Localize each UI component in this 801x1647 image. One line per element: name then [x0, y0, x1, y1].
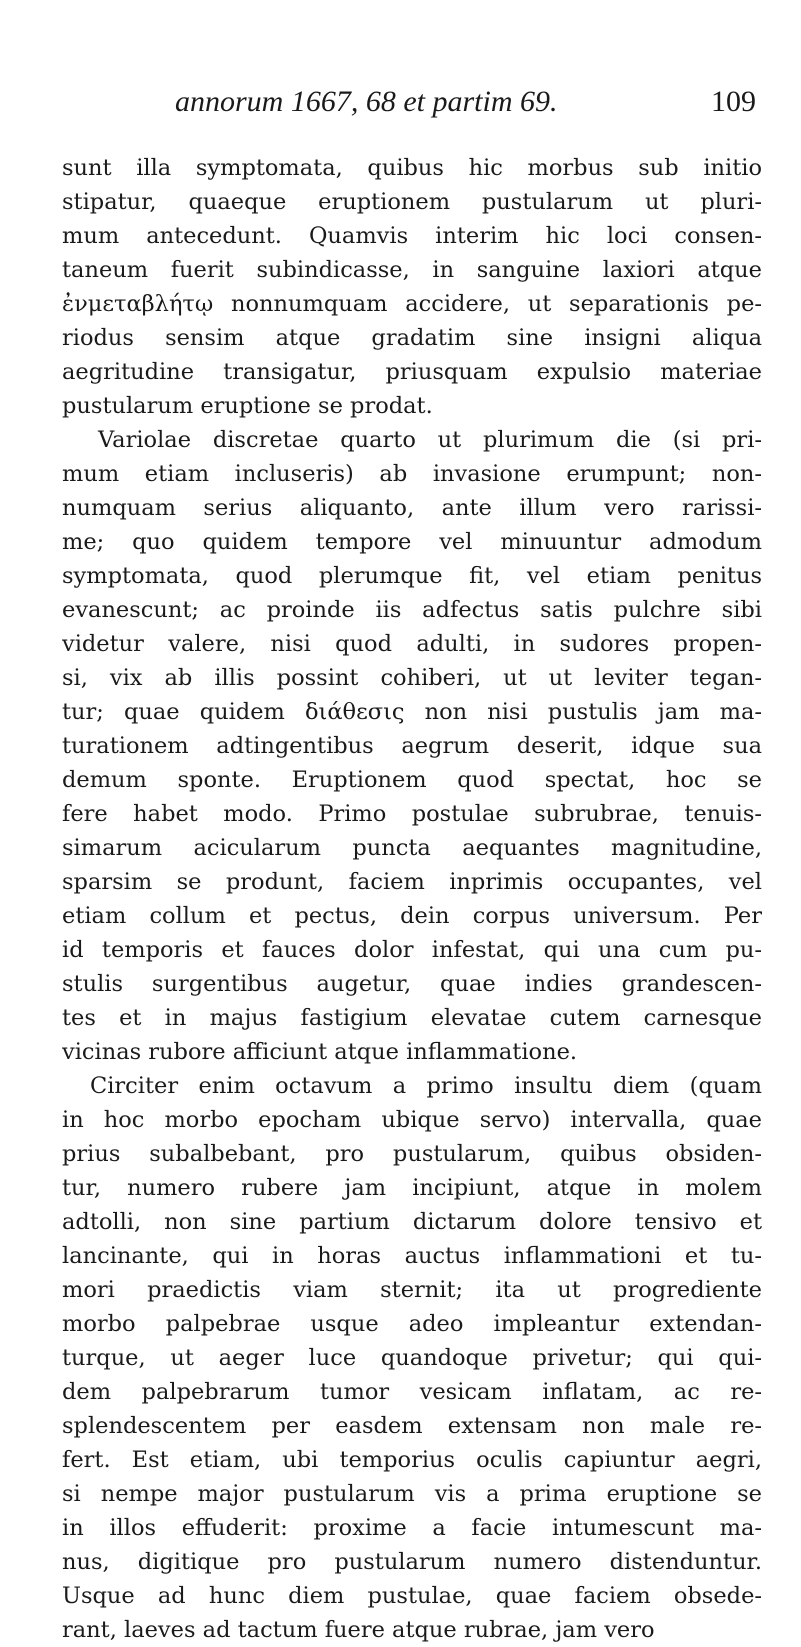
text-line: prius subalbebant, pro pustularum, quibus obsiden-	[62, 1141, 762, 1167]
text-line: simarum acicularum puncta aequantes magnitudine,	[62, 835, 762, 861]
text-line: etiam collum et pectus, dein corpus universum. Per	[62, 903, 762, 929]
text-line: pustularum eruptione se prodat.	[62, 393, 433, 419]
text-line: aegritudine transigatur, priusquam expulsio materiae	[62, 359, 762, 385]
text-line: splendescentem per easdem extensam non male re-	[62, 1413, 762, 1439]
text-line: tes et in majus fastigium elevatae cutem carnesque	[62, 1005, 762, 1031]
text-line: riodus sensim atque gradatim sine insigni aliqua	[62, 325, 762, 351]
text-line: vicinas rubore afficiunt atque inflammatione.	[62, 1039, 578, 1065]
text-line: in hoc morbo epocham ubique servo) intervalla, quae	[62, 1107, 762, 1133]
text-line: demum sponte. Eruptionem quod spectat, hoc se	[62, 767, 762, 793]
text-line: Circiter enim octavum a primo insultu diem (quam	[90, 1073, 762, 1099]
text-line: rant, laeves ad tactum fuere atque rubrae, jam vero	[62, 1617, 655, 1643]
text-line: nus, digitique pro pustularum numero distenduntur.	[62, 1549, 762, 1575]
text-line: mori praedictis viam sternit; ita ut progrediente	[62, 1277, 762, 1303]
text-line: taneum fuerit subindicasse, in sanguine laxiori atque	[62, 257, 762, 283]
text-line: si nempe major pustularum vis a prima eruptione se	[62, 1481, 762, 1507]
text-line: lancinante, qui in horas auctus inflammationi et tu-	[62, 1243, 762, 1269]
text-line: stipatur, quaeque eruptionem pustularum ut pluri-	[62, 189, 762, 215]
text-line: videtur valere, nisi quod adulti, in sudores propen-	[62, 631, 762, 657]
text-line: stulis surgentibus augetur, quae indies grandescen-	[62, 971, 762, 997]
text-line: dem palpebrarum tumor vesicam inflatam, ac re-	[62, 1379, 762, 1405]
text-line: id temporis et fauces dolor infestat, qui una cum pu-	[62, 937, 762, 963]
text-line: tur; quae quidem διάθεσις non nisi pustulis jam ma-	[62, 699, 762, 725]
text-line: in illos effuderit: proxime a facie intumescunt ma-	[62, 1515, 762, 1541]
text-line: si, vix ab illis possint cohiberi, ut ut leviter tegan-	[62, 665, 762, 691]
text-line: tur, numero rubere jam incipiunt, atque in molem	[62, 1175, 762, 1201]
text-line: evanescunt; ac proinde iis adfectus satis pulchre sibi	[62, 597, 762, 623]
text-line: symptomata, quod plerumque fit, vel etiam penitus	[62, 563, 762, 589]
text-line: turque, ut aeger luce quandoque privetur; qui qui-	[62, 1345, 762, 1371]
body-text	[62, 151, 762, 1647]
text-line: sunt illa symptomata, quibus hic morbus sub initio	[62, 155, 762, 181]
text-line: me; quo quidem tempore vel minuuntur admodum	[62, 529, 762, 555]
text-line: fere habet modo. Primo postulae subrubrae, tenuis-	[62, 801, 762, 827]
text-line: sparsim se produnt, faciem inprimis occupantes, vel	[62, 869, 762, 895]
text-line: Variolae discretae quarto ut plurimum die (si pri-	[98, 427, 762, 453]
text-line: numquam serius aliquanto, ante illum vero rarissi-	[62, 495, 762, 521]
text-line: mum etiam incluseris) ab invasione erumpunt; non-	[62, 461, 762, 487]
page-number: 109	[711, 85, 756, 118]
running-title: annorum 1667, 68 et partim 69.	[175, 85, 558, 118]
text-line: fert. Est etiam, ubi temporius oculis capiuntur aegri,	[62, 1447, 762, 1473]
text-line: Usque ad hunc diem pustulae, quae faciem obsede-	[62, 1583, 762, 1609]
text-line: turationem adtingentibus aegrum deserit, idque sua	[62, 733, 762, 759]
text-line: adtolli, non sine partium dictarum dolore tensivo et	[62, 1209, 762, 1235]
text-line: morbo palpebrae usque adeo impleantur extendan-	[62, 1311, 762, 1337]
text-line: mum antecedunt. Quamvis interim hic loci consen-	[62, 223, 762, 249]
text-line: ἐνμεταβλήτῳ nonnumquam accidere, ut separationis pe-	[62, 291, 762, 317]
